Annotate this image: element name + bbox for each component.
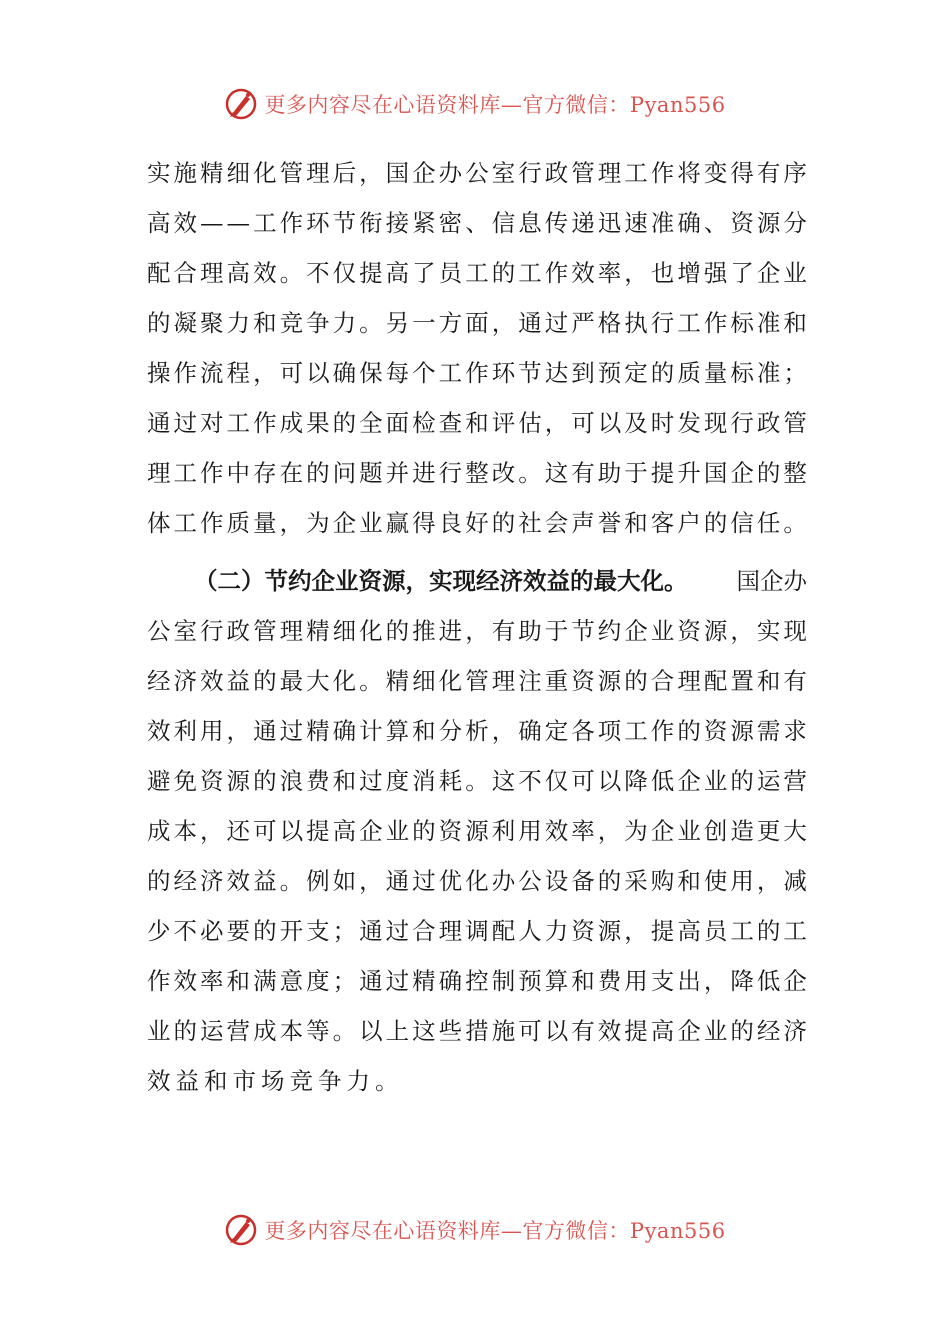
section-heading: （二）节约企业资源，实现经济效益的最大化。 — [194, 567, 688, 595]
text-line: 效 利 用 ， 通 过 精 确 计 算 和 分 析 ， 确 定 各 项 工 作 的 资 源 需 求 — [147, 717, 807, 745]
text-line: 的 经 济 效 益 。 例 如 ， 通 过 优 化 办 公 设 备 的 采 购 和 使 用 ， 减 — [147, 867, 807, 895]
heading-continuation: 国企办 — [736, 567, 807, 595]
text-line: 高 效 — — 工 作 环 节 衔 接 紧 密 、 信 息 传 递 迅 速 准 确 、 资 源 分 — [147, 209, 807, 237]
text-line: 业 的 运 营 成 本 等 。 以 上 这 些 措 施 可 以 有 效 提 高 企 业 的 经 济 — [147, 1017, 807, 1045]
paragraph-1 — [147, 148, 807, 548]
text-line: 的 凝 聚 力 和 竞 争 力 。 另 一 方 面 ， 通 过 严 格 执 行 工 作 标 准 和 — [147, 309, 807, 337]
pen-logo-icon — [224, 87, 258, 121]
paragraph-2-first-line — [147, 556, 807, 606]
footer-banner — [0, 1208, 950, 1252]
text-line: 实 施 精 细 化 管 理 后 ， 国 企 办 公 室 行 政 管 理 工 作 将 变 得 有 序 — [147, 159, 807, 187]
text-line: 效益和市场竞争力。 — [147, 1067, 404, 1095]
document-body — [147, 148, 807, 1106]
header-banner — [0, 82, 950, 126]
text-line: 操 作 流 程 ， 可 以 确 保 每 个 工 作 环 节 达 到 预 定 的 质 量 标 准 ； — [147, 359, 807, 387]
text-line: 配 合 理 高 效 。 不 仅 提 高 了 员 工 的 工 作 效 率 ， 也 增 强 了 企 业 — [147, 259, 807, 287]
banner-text: 更多内容尽在心语资料库—官方微信：Pyan556 — [264, 93, 726, 117]
text-line: 理 工 作 中 存 在 的 问 题 并 进 行 整 改 。 这 有 助 于 提 升 国 企 的 整 — [147, 459, 807, 487]
text-line: 成 本 ， 还 可 以 提 高 企 业 的 资 源 利 用 效 率 ， 为 企 业 创 造 更 大 — [147, 817, 807, 845]
text-line: 通 过 对 工 作 成 果 的 全 面 检 查 和 评 估 ， 可 以 及 时 发 现 行 政 管 — [147, 409, 807, 437]
banner-text: 更多内容尽在心语资料库—官方微信：Pyan556 — [264, 1219, 726, 1243]
text-line: 经 济 效 益 的 最 大 化 。 精 细 化 管 理 注 重 资 源 的 合 理 配 置 和 有 — [147, 667, 807, 695]
paragraph-2 — [147, 556, 807, 1106]
text-line: 少 不 必 要 的 开 支 ； 通 过 合 理 调 配 人 力 资 源 ， 提 高 员 工 的 工 — [147, 917, 807, 945]
text-line: 作 效 率 和 满 意 度 ； 通 过 精 确 控 制 预 算 和 费 用 支 出 ， 降 低 企 — [147, 967, 807, 995]
text-line: 体 工 作 质 量 ， 为 企 业 赢 得 良 好 的 社 会 声 誉 和 客 户 的 信 任 。 — [147, 509, 807, 537]
text-line: 避 免 资 源 的 浪 费 和 过 度 消 耗 。 这 不 仅 可 以 降 低 企 业 的 运 营 — [147, 767, 807, 795]
pen-logo-icon — [224, 1213, 258, 1247]
text-line: 公 室 行 政 管 理 精 细 化 的 推 进 ， 有 助 于 节 约 企 业 资 源 ， 实 现 — [147, 617, 807, 645]
